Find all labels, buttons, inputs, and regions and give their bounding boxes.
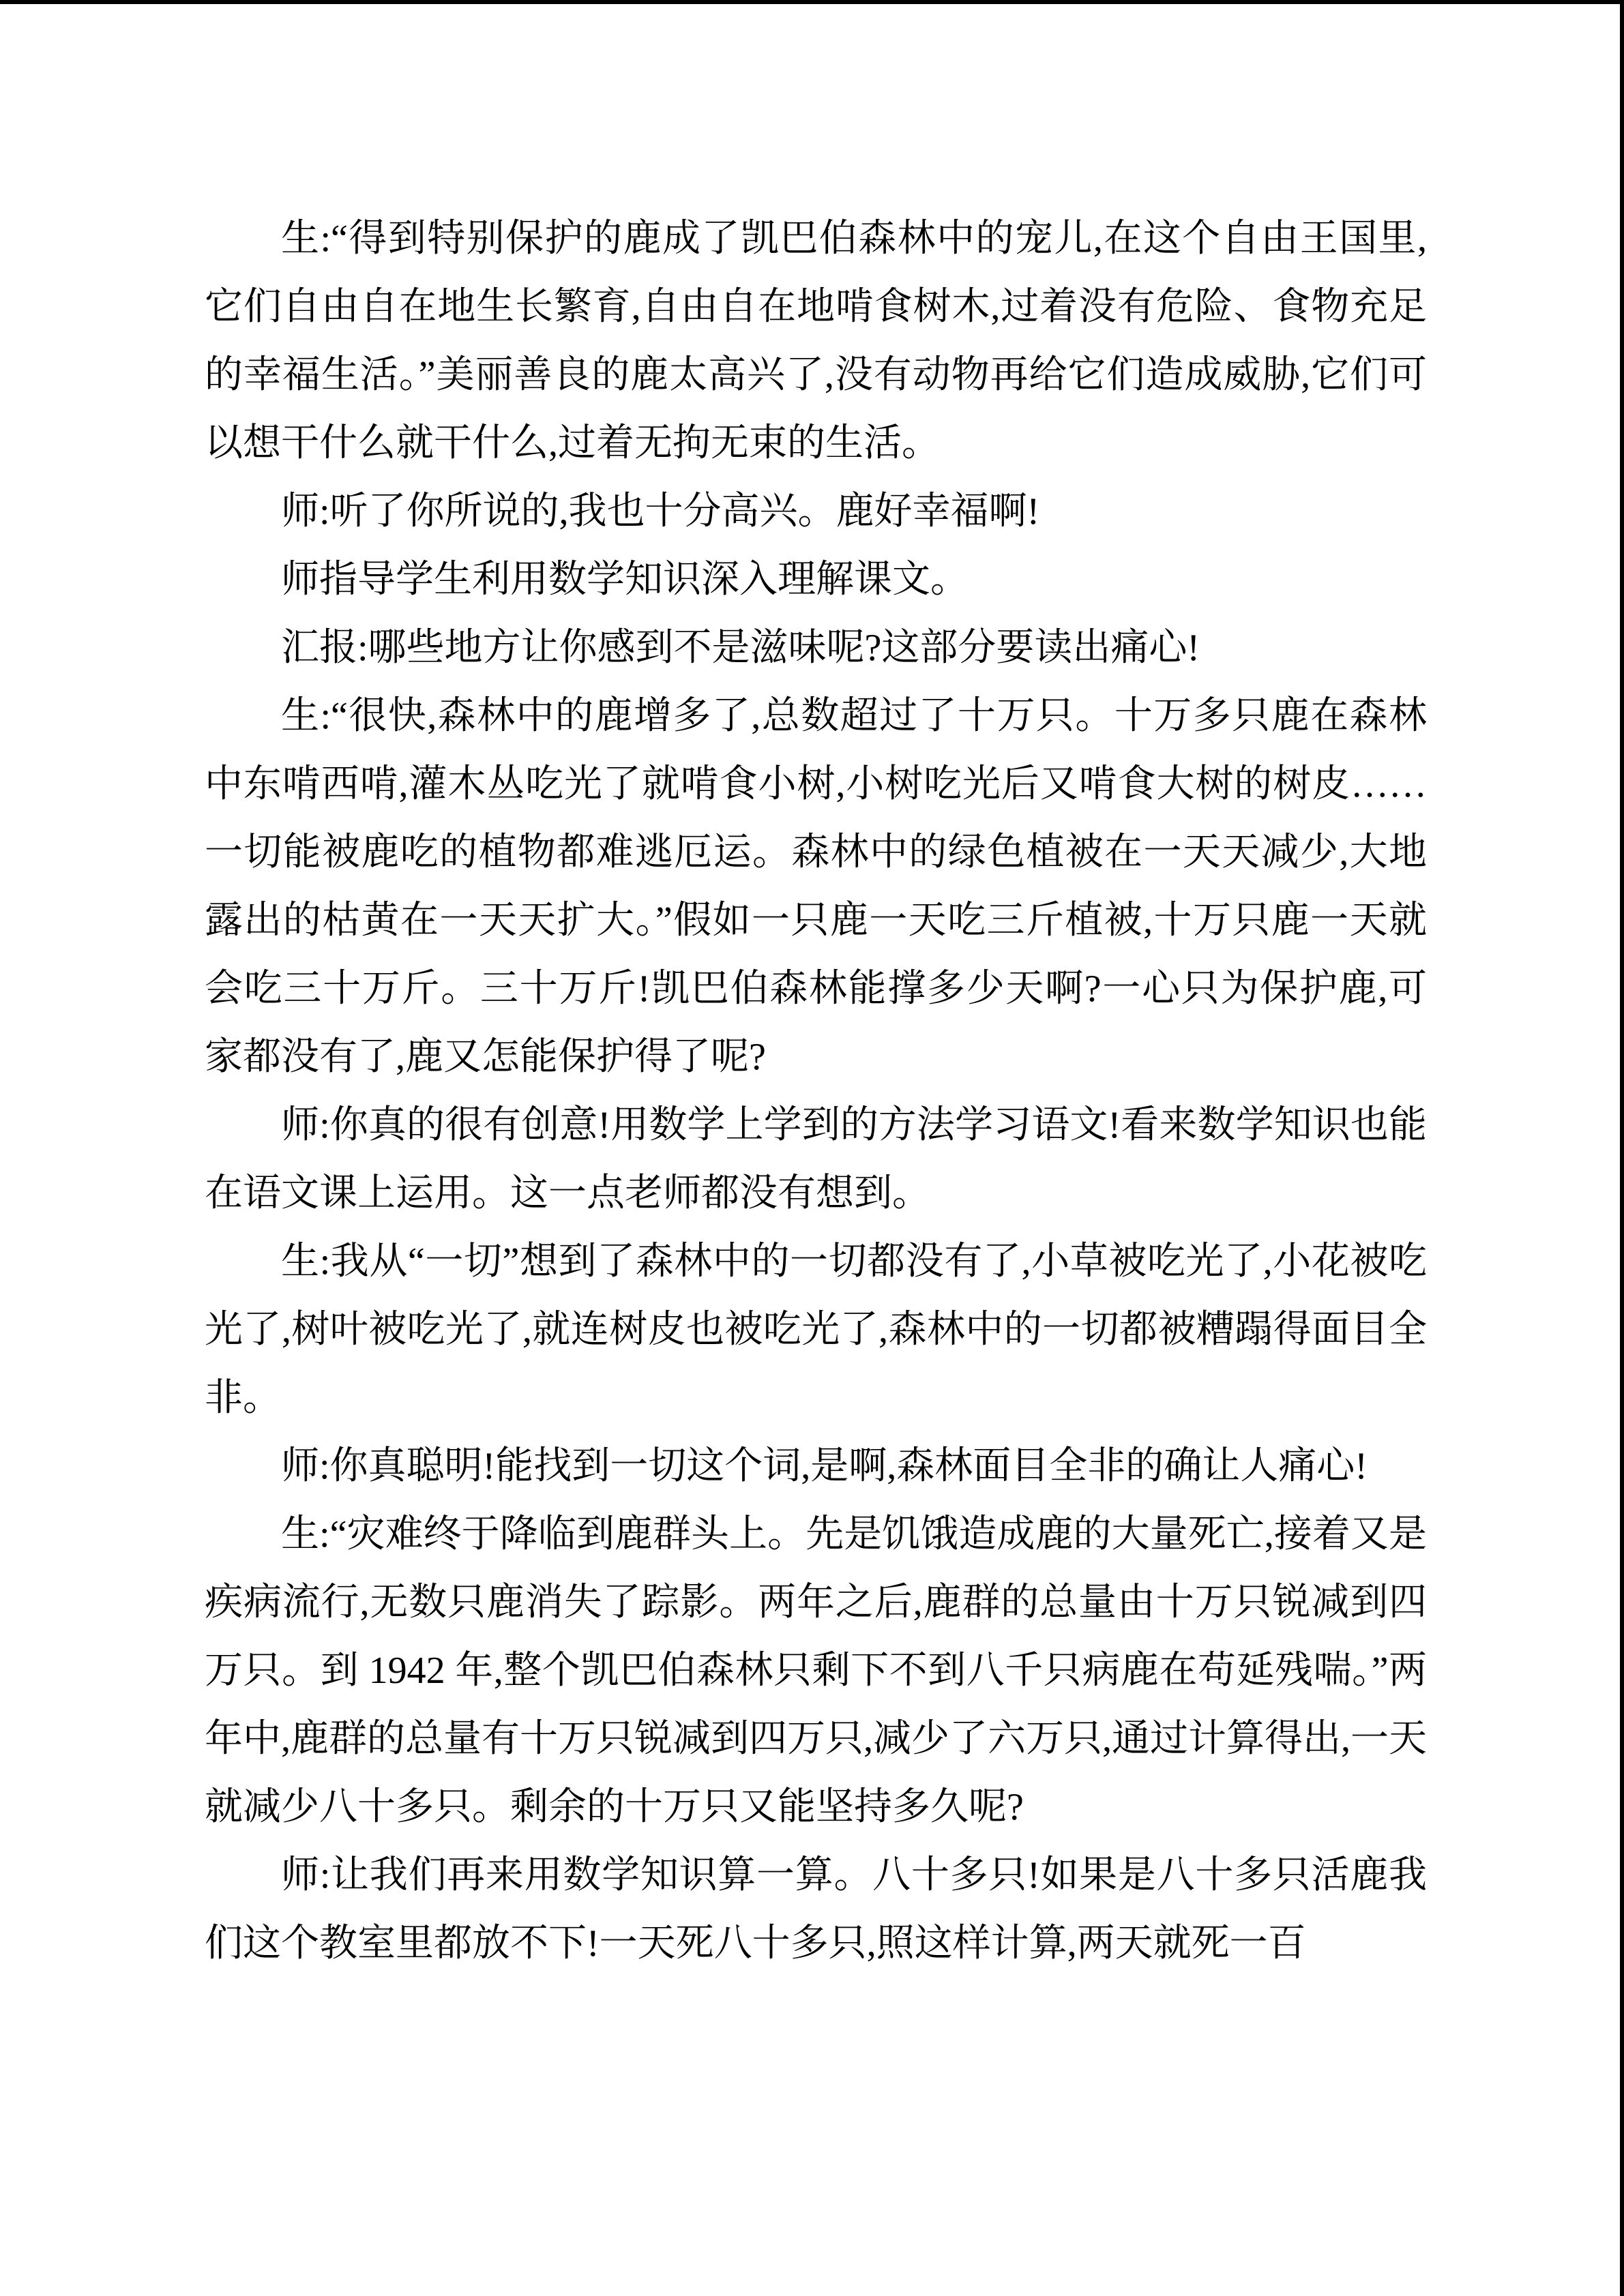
paragraph-student-quote-deer-increase: 生:“很快,森林中的鹿增多了,总数超过了十万只。十万多只鹿在森林中东啃西啃,灌木丛吃光了就啃食小树,小树吃光后又啃食大树的树皮……一切能被鹿吃的植物都难逃厄运。森林中的绿色植被在一天天减少,大地露出的枯黄在一天天扩大。”假如一只鹿一天吃三斤植被,十万只鹿一天就会吃三十万斤。三十万斤!凯巴伯森林能撑多少天啊?一心只为保护鹿,可家都没有了,鹿又怎能保护得了呢? bbox=[205, 695, 1427, 1078]
paragraph-student-quote-happy-deer: 生:“得到特别保护的鹿成了凯巴伯森林中的宠儿,在这个自由王国里,它们自由自在地生长繁育,自由自在地啃食树木,过着没有危险、食物充足的幸福生活。”美丽善良的鹿太高兴了,没有动物再给它们造成威胁,它们可以想干什么就干什么,过着无拘无束的生活。 bbox=[205, 218, 1427, 464]
paragraph-student-everything-eaten: 生:我从“一切”想到了森林中的一切都没有了,小草被吃光了,小花被吃光了,树叶被吃光了,就连树皮也被吃光了,森林中的一切都被糟蹋得面目全非。 bbox=[205, 1240, 1427, 1419]
scan-border-right bbox=[1620, 0, 1624, 2296]
lesson-transcript bbox=[205, 205, 1427, 1978]
paragraph-narration-teacher-guides: 师指导学生利用数学知识深入理解课文。 bbox=[281, 558, 969, 601]
paragraph-report-prompt: 汇报:哪些地方让你感到不是滋味呢?这部分要读出痛心! bbox=[281, 627, 1200, 669]
paragraph-teacher-math-calculation: 师:让我们再来用数学知识算一算。八十多只!如果是八十多只活鹿我们这个教室里都放不下!一天死八十多只,照这样计算,两天就死一百 bbox=[205, 1854, 1427, 1965]
paragraph-teacher-praise-creativity: 师:你真的很有创意!用数学上学到的方法学习语文!看来数学知识也能在语文课上运用。这一点老师都没有想到。 bbox=[205, 1104, 1427, 1214]
paragraph-teacher-praise-smart: 师:你真聪明!能找到一切这个词,是啊,森林面目全非的确让人痛心! bbox=[281, 1445, 1368, 1487]
paragraph-teacher-response-happy: 师:听了你所说的,我也十分高兴。鹿好幸福啊! bbox=[281, 490, 1040, 533]
paragraph-student-quote-disaster: 生:“灾难终于降临到鹿群头上。先是饥饿造成鹿的大量死亡,接着又是疾病流行,无数只鹿消失了踪影。两年之后,鹿群的总量由十万只锐减到四万只。到 1942 年,整个凯巴伯森林只剩下不到八千只病鹿在苟延残喘。”两年中,鹿群的总量有十万只锐减到四万只,减少了六万只,通过计算得出,一天就减少八十多只。剩余的十万只又能坚持多久呢? bbox=[205, 1513, 1427, 1828]
scan-border-top bbox=[0, 0, 1624, 4]
